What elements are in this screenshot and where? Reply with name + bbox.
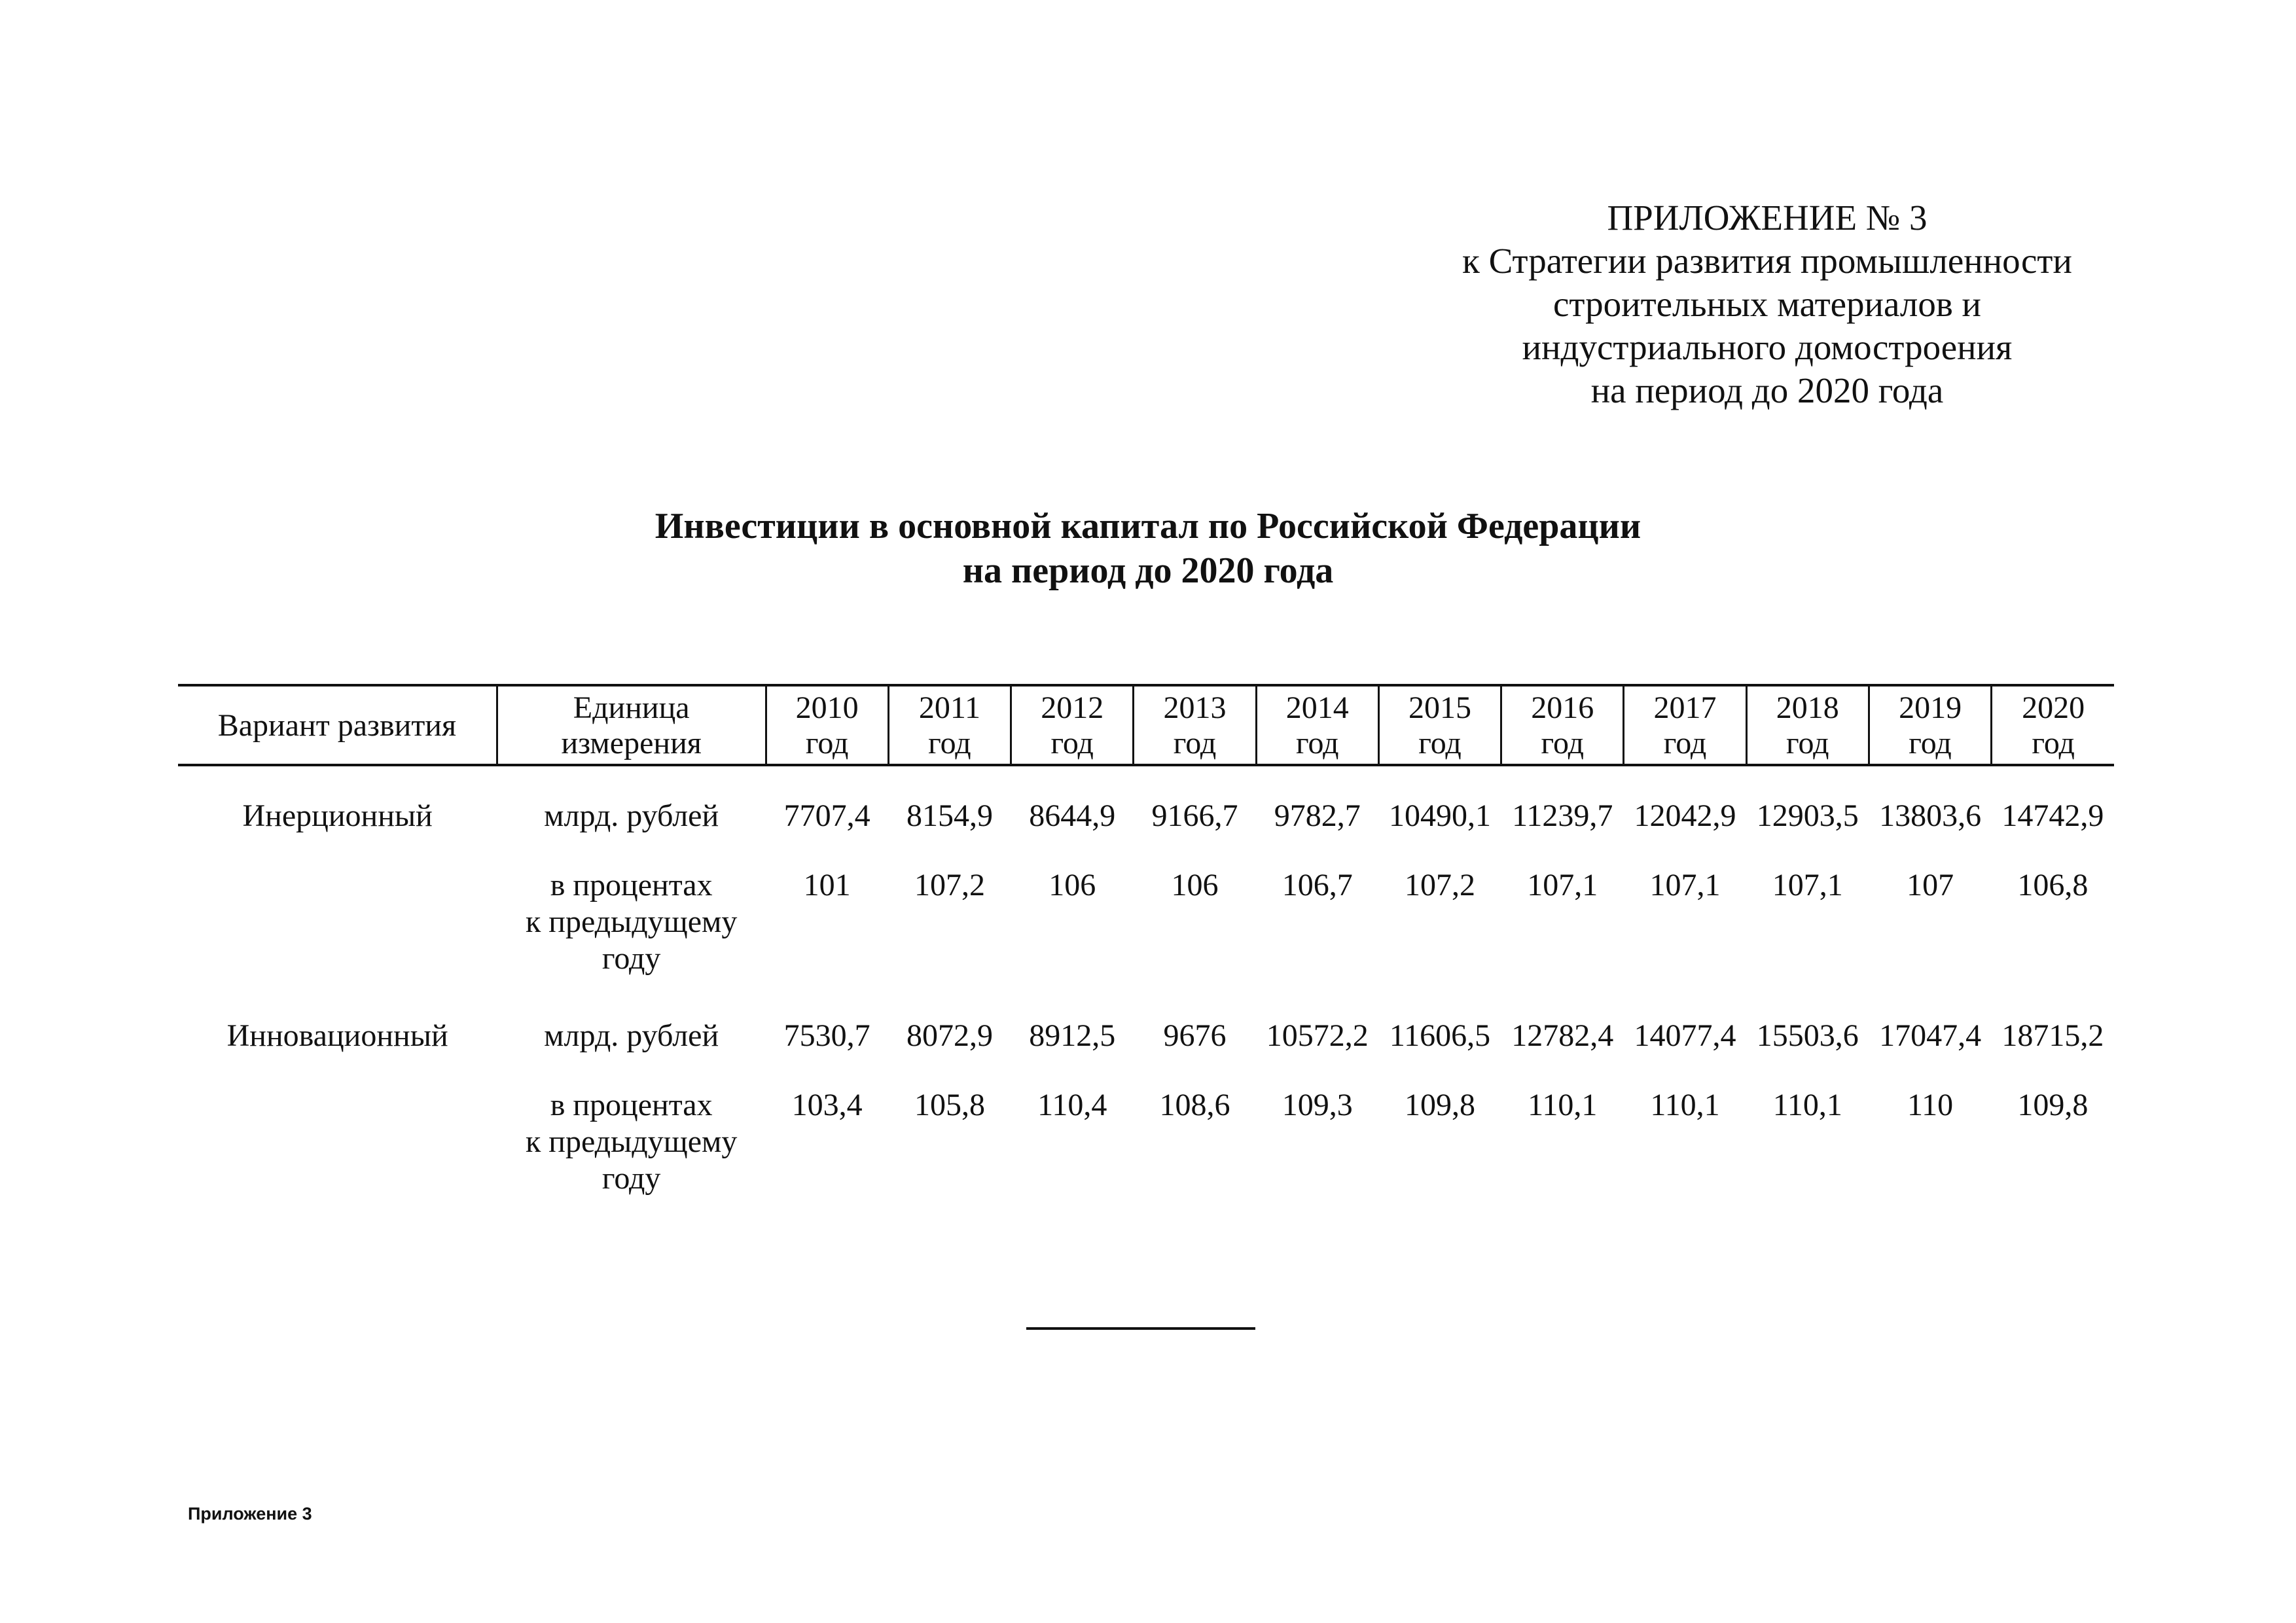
table-body <box>178 765 2114 1197</box>
cell-value: 107,2 <box>914 868 985 902</box>
appendix-number: ПРИЛОЖЕНИЕ № 3 <box>1607 198 1928 238</box>
cell-unit-line: к предыдущему <box>525 1124 738 1159</box>
cell-value: 110,1 <box>1772 1088 1842 1122</box>
cell-value: 110,1 <box>1528 1088 1598 1122</box>
cell-value: 15503,6 <box>1756 1018 1859 1053</box>
header-unit-line-2: измерения <box>561 726 702 760</box>
header-year-number: 2017 <box>1653 690 1717 725</box>
header-year <box>1624 685 1746 765</box>
header-year-suffix: год <box>928 726 971 760</box>
cell-value: 14742,9 <box>2001 798 2104 833</box>
appendix-ref-line-2: строительных материалов и <box>1553 284 1981 324</box>
appendix-ref-line-4: на период до 2020 года <box>1590 370 1944 410</box>
header-year <box>1869 685 1991 765</box>
header-year <box>1378 685 1501 765</box>
cell-unit-line: году <box>601 1161 661 1196</box>
header-year-number: 2015 <box>1408 690 1471 725</box>
document-title <box>0 504 2296 593</box>
cell-value: 8072,9 <box>906 1018 993 1053</box>
cell-unit <box>497 798 766 834</box>
header-year-number: 2019 <box>1899 690 1962 725</box>
cell-value: 9782,7 <box>1274 798 1361 833</box>
cell-unit-line: млрд. рублей <box>544 1018 719 1053</box>
cell-value: 109,8 <box>1405 1088 1475 1122</box>
cell-unit-line: году <box>601 941 661 976</box>
header-year <box>1992 685 2114 765</box>
cell-unit-line: в процентах <box>550 868 713 902</box>
cell-value: 9676 <box>1163 1018 1227 1053</box>
cell-value: 105,8 <box>914 1088 985 1122</box>
header-year <box>1134 685 1256 765</box>
header-year-number: 2018 <box>1776 690 1839 725</box>
cell-value: 110,1 <box>1650 1088 1720 1122</box>
cell-value: 11606,5 <box>1389 1018 1491 1053</box>
appendix-ref-line-1: к Стратегии развития промышленности <box>1462 241 2072 281</box>
investment-table <box>178 684 2114 1197</box>
cell-value: 109,8 <box>2017 1088 2089 1122</box>
cell-value: 106 <box>1171 868 1219 902</box>
header-year-number: 2020 <box>2022 690 2085 725</box>
cell-value: 7707,4 <box>783 798 870 833</box>
cell-value: 12782,4 <box>1511 1018 1614 1053</box>
header-year <box>1011 685 1134 765</box>
row-spacer <box>178 765 2114 798</box>
table-row <box>178 1087 2114 1197</box>
header-year <box>766 685 888 765</box>
header-year-suffix: год <box>805 726 849 760</box>
cell-value: 107,1 <box>1772 868 1843 902</box>
cell-value: 110,4 <box>1037 1088 1107 1122</box>
header-unit <box>497 685 766 765</box>
header-year-number: 2012 <box>1041 690 1104 725</box>
cell-unit <box>497 867 766 977</box>
header-year-suffix: год <box>2032 726 2075 760</box>
cell-variant: Инерционный <box>242 798 433 833</box>
header-unit-line-1: Единица <box>573 690 690 725</box>
header-year <box>1746 685 1869 765</box>
cell-variant <box>178 1087 497 1197</box>
cell-unit-line: в процентах <box>550 1088 713 1122</box>
header-year-suffix: год <box>1909 726 1952 760</box>
header-year-suffix: год <box>1295 726 1339 760</box>
cell-value: 14077,4 <box>1634 1018 1736 1053</box>
cell-value: 9166,7 <box>1151 798 1238 833</box>
row-spacer <box>178 1054 2114 1087</box>
appendix-heading <box>1401 196 2134 412</box>
cell-unit-line: млрд. рублей <box>544 798 719 833</box>
table-header-row <box>178 685 2114 765</box>
header-variant: Вариант развития <box>178 685 497 765</box>
header-year-suffix: год <box>1418 726 1462 760</box>
cell-value: 11239,7 <box>1512 798 1613 833</box>
cell-value: 107,1 <box>1527 868 1598 902</box>
document-title-line-1: Инвестиции в основной капитал по Российской Федерации <box>655 506 1641 546</box>
cell-value: 107,2 <box>1405 868 1475 902</box>
header-year-number: 2014 <box>1285 690 1349 725</box>
header-year-suffix: год <box>1663 726 1707 760</box>
header-year <box>1256 685 1378 765</box>
cell-value: 12903,5 <box>1756 798 1859 833</box>
cell-value: 8154,9 <box>906 798 993 833</box>
header-year-suffix: год <box>1786 726 1829 760</box>
cell-value: 8644,9 <box>1029 798 1116 833</box>
footer-label: Приложение 3 <box>188 1504 312 1524</box>
cell-value: 110 <box>1907 1088 1954 1122</box>
document-title-line-2: на период до 2020 года <box>962 550 1334 591</box>
cell-value: 7530,7 <box>783 1018 870 1053</box>
table-row <box>178 1018 2114 1054</box>
cell-value: 101 <box>803 868 851 902</box>
header-year-number: 2011 <box>918 690 981 725</box>
cell-value: 13803,6 <box>1879 798 1982 833</box>
cell-value: 12042,9 <box>1634 798 1736 833</box>
cell-unit <box>497 1018 766 1054</box>
cell-variant <box>178 867 497 977</box>
header-year-number: 2016 <box>1531 690 1594 725</box>
table-row <box>178 798 2114 834</box>
cell-unit <box>497 1087 766 1197</box>
header-year-suffix: год <box>1050 726 1094 760</box>
table-row <box>178 867 2114 977</box>
footer-divider <box>1026 1327 1255 1330</box>
cell-value: 109,3 <box>1282 1088 1353 1122</box>
cell-value: 106,7 <box>1282 868 1353 902</box>
cell-value: 106,8 <box>2017 868 2089 902</box>
cell-value: 10572,2 <box>1266 1018 1369 1053</box>
header-year-number: 2010 <box>795 690 859 725</box>
cell-variant: Инновационный <box>226 1018 448 1053</box>
cell-value: 108,6 <box>1159 1088 1230 1122</box>
row-spacer <box>178 834 2114 867</box>
cell-unit-line: к предыдущему <box>525 904 738 939</box>
appendix-ref-line-3: индустриального домостроения <box>1522 327 2013 367</box>
header-year <box>1501 685 1624 765</box>
header-year-suffix: год <box>1173 726 1217 760</box>
header-year-number: 2013 <box>1163 690 1227 725</box>
cell-value: 17047,4 <box>1879 1018 1982 1053</box>
row-spacer <box>178 977 2114 1018</box>
cell-value: 10490,1 <box>1389 798 1491 833</box>
cell-value: 18715,2 <box>2001 1018 2104 1053</box>
cell-value: 8912,5 <box>1029 1018 1116 1053</box>
cell-value: 107 <box>1907 868 1954 902</box>
header-year <box>888 685 1011 765</box>
cell-value: 106 <box>1049 868 1096 902</box>
header-year-suffix: год <box>1541 726 1585 760</box>
cell-value: 103,4 <box>791 1088 863 1122</box>
cell-value: 107,1 <box>1649 868 1721 902</box>
